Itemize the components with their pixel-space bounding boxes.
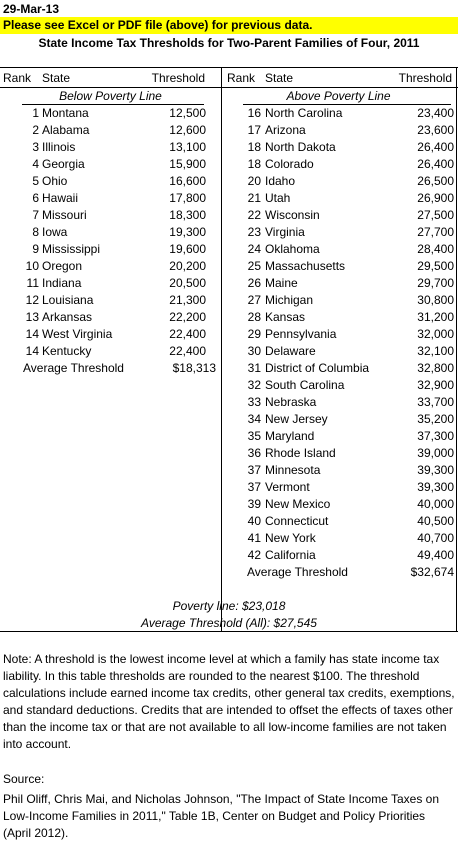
table-row-threshold: 40,000 <box>417 497 454 511</box>
table-row-state: New York <box>265 531 316 545</box>
left-state-header: State <box>42 71 71 85</box>
table-row-threshold: 26,400 <box>417 140 454 154</box>
table-row-rank: 16 <box>247 106 261 120</box>
table-row-threshold: 37,300 <box>417 429 454 443</box>
table-row-rank: 4 <box>32 157 39 171</box>
table-row-rank: 26 <box>247 276 261 290</box>
table-row-state: Minnesota <box>265 463 321 477</box>
table-row-threshold: 18,300 <box>169 208 206 222</box>
table-row-rank: 31 <box>247 361 261 375</box>
table-row-threshold: 23,400 <box>417 106 454 120</box>
table-row-rank: 25 <box>247 259 261 273</box>
table-row-state: Virginia <box>265 225 305 239</box>
table-row-state: South Carolina <box>265 378 345 392</box>
column-divider <box>221 67 222 631</box>
table-row-state: Vermont <box>265 480 310 494</box>
table-row-state: Kentucky <box>42 344 92 358</box>
table-row-threshold: 32,000 <box>417 327 454 341</box>
below-poverty-label: Below Poverty Line <box>59 89 162 103</box>
table-row-state: Delaware <box>265 344 316 358</box>
table-row-threshold: 22,400 <box>169 344 206 358</box>
table-row-state: Ohio <box>42 174 68 188</box>
table-row-rank: 20 <box>247 174 261 188</box>
table-row-threshold: 13,100 <box>169 140 206 154</box>
table-row-state: Massachusetts <box>265 259 346 273</box>
table-row-threshold: 31,200 <box>417 310 454 324</box>
table-row-state: Maine <box>265 276 298 290</box>
table-row-rank: 34 <box>247 412 261 426</box>
table-row-rank: 35 <box>247 429 261 443</box>
above-average-value: $32,674 <box>410 565 454 579</box>
table-row-rank: 27 <box>247 293 261 307</box>
table-row-state: West Virginia <box>42 327 113 341</box>
table-row-rank: 7 <box>32 208 39 222</box>
table-row-state: Georgia <box>42 157 85 171</box>
table-row-threshold: 28,400 <box>417 242 454 256</box>
table-row-rank: 2 <box>32 123 39 137</box>
left-rank-header: Rank <box>3 71 32 85</box>
table-row-state: Maryland <box>265 429 315 443</box>
poverty-line: Poverty line: $23,018 <box>172 599 286 613</box>
table-row-rank: 5 <box>32 174 39 188</box>
table-row-state: District of Columbia <box>265 361 370 375</box>
right-threshold-header: Threshold <box>398 71 452 85</box>
table-row-threshold: 39,300 <box>417 480 454 494</box>
table-row-rank: 3 <box>32 140 39 154</box>
table-row-rank: 14 <box>25 327 39 341</box>
table-row-state: Alabama <box>42 123 90 137</box>
table-row-state: Kansas <box>265 310 306 324</box>
table-row-state: Arkansas <box>42 310 93 324</box>
table-row-threshold: 19,600 <box>169 242 206 256</box>
right-state-header: State <box>265 71 294 85</box>
right-rank-header: Rank <box>227 71 256 85</box>
table-row-state: Michigan <box>265 293 314 307</box>
table-row-state: Nebraska <box>265 395 317 409</box>
table-row-threshold: 29,500 <box>417 259 454 273</box>
table-row-threshold: 39,000 <box>417 446 454 460</box>
table-row-rank: 21 <box>247 191 261 205</box>
table-row-rank: 12 <box>25 293 39 307</box>
table-row-rank: 40 <box>247 514 261 528</box>
table-row-rank: 30 <box>247 344 261 358</box>
table-title: State Income Tax Thresholds for Two-Parent Families of Four, 2011 <box>38 36 420 50</box>
table-row-threshold: 17,800 <box>169 191 206 205</box>
above-poverty-label: Above Poverty Line <box>286 89 391 103</box>
table-row-rank: 23 <box>247 225 261 239</box>
table-row-state: Utah <box>265 191 291 205</box>
table-row-state: New Mexico <box>265 497 331 511</box>
table-row-state: Arizona <box>265 123 306 137</box>
table-row-rank: 8 <box>32 225 39 239</box>
table-row-threshold: 12,600 <box>169 123 206 137</box>
table-row-threshold: 23,600 <box>417 123 454 137</box>
table-row-state: Hawaii <box>42 191 79 205</box>
left-threshold-header: Threshold <box>151 71 205 85</box>
table-row-threshold: 40,700 <box>417 531 454 545</box>
table-row-threshold: 29,700 <box>417 276 454 290</box>
table-row-state: Connecticut <box>265 514 329 528</box>
table-row-rank: 36 <box>247 446 261 460</box>
table-row-rank: 10 <box>25 259 39 273</box>
table-row-rank: 22 <box>247 208 261 222</box>
table-row-rank: 41 <box>247 531 261 545</box>
table-row-threshold: 27,500 <box>417 208 454 222</box>
report-date: 29-Mar-13 <box>3 2 60 16</box>
table-row-rank: 39 <box>247 497 261 511</box>
table-row-threshold: 27,700 <box>417 225 454 239</box>
table-row-rank: 37 <box>247 463 261 477</box>
table-row-threshold: 22,200 <box>169 310 206 324</box>
table-row-threshold: 21,300 <box>169 293 206 307</box>
source-text: Phil Oliff, Chris Mai, and Nicholas Johnson, "The Impact of State Income Taxes on Low-Income Families in 2011," Table 1B, Center on Budget and Policy Priorities (April 2012). <box>3 792 440 840</box>
table-row-rank: 11 <box>26 276 39 290</box>
table-row-threshold: 12,500 <box>169 106 206 120</box>
table-row-state: Iowa <box>42 225 68 239</box>
table-row-rank: 6 <box>32 191 39 205</box>
table-row-state: Idaho <box>265 174 296 188</box>
table-row-rank: 42 <box>247 548 261 562</box>
banner-text: Please see Excel or PDF file (above) for previous data. <box>3 18 313 32</box>
table-row-rank: 37 <box>247 480 261 494</box>
source-label: Source: <box>3 772 45 786</box>
table-row-rank: 24 <box>247 242 261 256</box>
table-row-state: New Jersey <box>265 412 328 426</box>
table-row-state: Oklahoma <box>265 242 320 256</box>
table-row-rank: 18 <box>247 140 261 154</box>
table-row-rank: 32 <box>247 378 261 392</box>
table-row-threshold: 19,300 <box>169 225 206 239</box>
table-row-state: Mississippi <box>42 242 101 256</box>
table-row-threshold: 32,900 <box>417 378 454 392</box>
table-row-threshold: 39,300 <box>417 463 454 477</box>
table-row-state: Missouri <box>42 208 87 222</box>
table-row-threshold: 35,200 <box>417 412 454 426</box>
table-row-rank: 17 <box>247 123 261 137</box>
header-top-rule <box>0 67 458 68</box>
table-row-threshold: 32,800 <box>417 361 454 375</box>
table-row-state: Illinois <box>42 140 76 154</box>
table-row-rank: 33 <box>247 395 261 409</box>
table-row-threshold: 32,100 <box>417 344 454 358</box>
table-row-state: Montana <box>42 106 89 120</box>
table-row-rank: 1 <box>32 106 39 120</box>
table-row-rank: 9 <box>32 242 39 256</box>
table-row-threshold: 26,400 <box>417 157 454 171</box>
table-row-state: Colorado <box>265 157 314 171</box>
table-row-state: Rhode Island <box>265 446 336 460</box>
table-row-threshold: 33,700 <box>417 395 454 409</box>
below-average-value: $18,313 <box>172 361 216 375</box>
table-row-state: California <box>265 548 316 562</box>
table-row-threshold: 15,900 <box>169 157 206 171</box>
above-average-label: Average Threshold <box>247 565 348 579</box>
table-row-state: Indiana <box>42 276 82 290</box>
previous-data-banner <box>0 17 458 34</box>
table-row-state: Pennsylvania <box>265 327 337 341</box>
table-row-threshold: 20,200 <box>169 259 206 273</box>
note-text: Note: A threshold is the lowest income level at which a family has state income tax liability. In this table thresholds are rounded to the nearest $100. The threshold calculations include earned income tax credits, other general tax credits, exemptions, and standard deductions. Credits that are intended to offset the effects of taxes other than the income tax or that are not available to all low-income families are not taken into account. <box>3 652 455 751</box>
table-row-threshold: 26,900 <box>417 191 454 205</box>
table-row-threshold: 16,600 <box>169 174 206 188</box>
table-row-threshold: 20,500 <box>169 276 206 290</box>
table-row-threshold: 49,400 <box>417 548 454 562</box>
table-row-state: Wisconsin <box>265 208 320 222</box>
table-row-threshold: 40,500 <box>417 514 454 528</box>
table-row-rank: 29 <box>247 327 261 341</box>
table-row-rank: 28 <box>247 310 261 324</box>
average-threshold-all: Average Threshold (All): $27,545 <box>141 616 317 630</box>
table-row-threshold: 30,800 <box>417 293 454 307</box>
table-row-rank: 14 <box>25 344 39 358</box>
table-right-border <box>456 67 457 631</box>
table-row-state: Louisiana <box>42 293 94 307</box>
table-row-threshold: 26,500 <box>417 174 454 188</box>
table-row-threshold: 22,400 <box>169 327 206 341</box>
table-row-state: North Carolina <box>265 106 343 120</box>
table-row-rank: 18 <box>247 157 261 171</box>
table-row-state: North Dakota <box>265 140 336 154</box>
table-row-rank: 13 <box>25 310 39 324</box>
below-average-label: Average Threshold <box>23 361 124 375</box>
table-row-state: Oregon <box>42 259 83 273</box>
